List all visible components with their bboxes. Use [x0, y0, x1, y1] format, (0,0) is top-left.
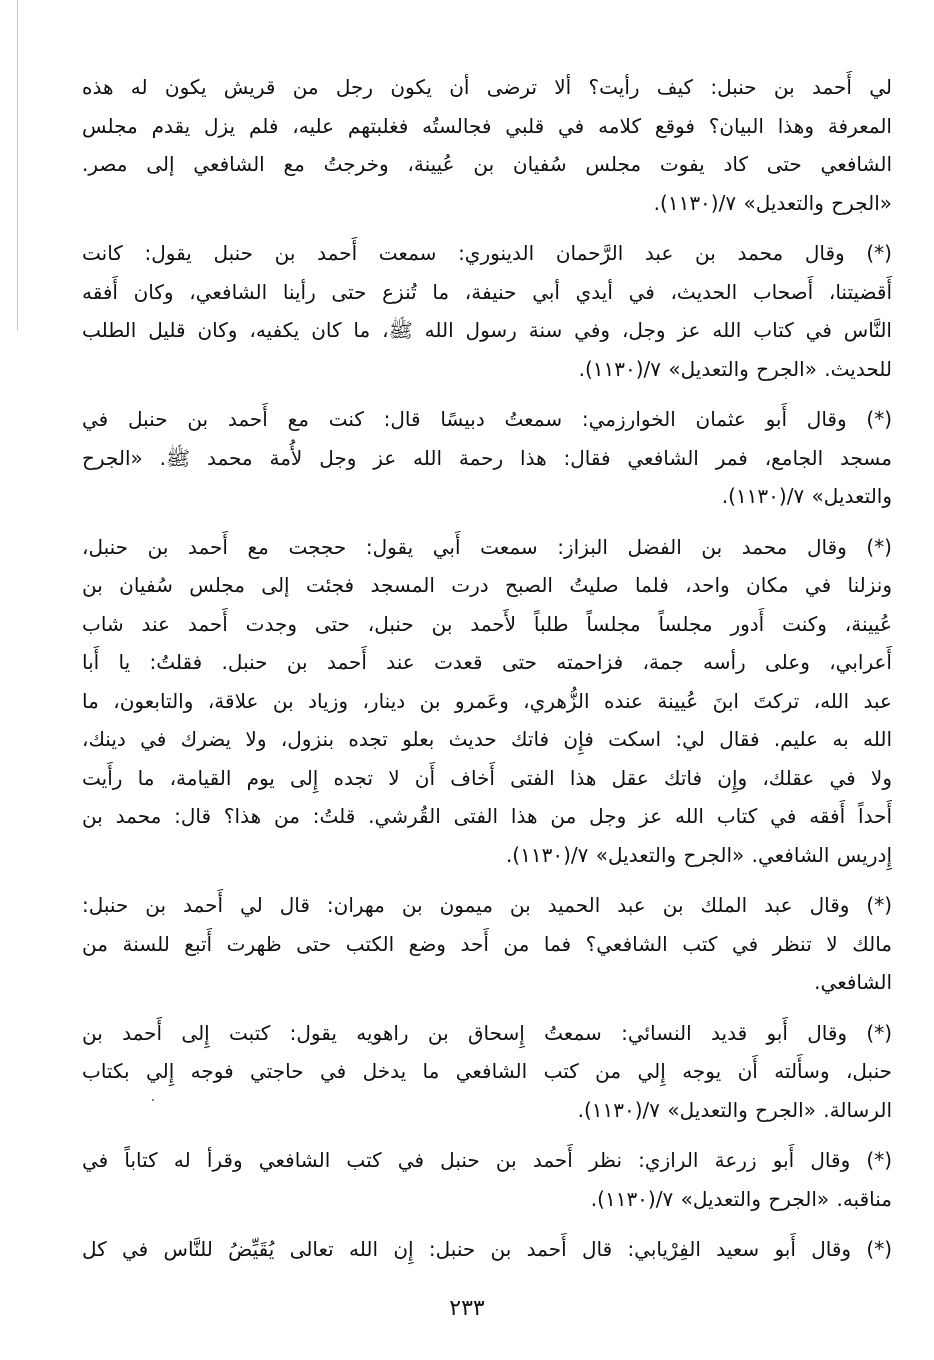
paragraph: [82, 234, 892, 388]
citation-line: للحديث. «الجرح والتعديل» ٧/(١١٣٠).: [578, 356, 892, 381]
text-line: (*) وقال أَبو زرعة الرازي: نظر أَحمد بن حنبل في كتب الشافعي وقرأ له كتاباً في: [82, 1148, 892, 1172]
text-line: أَعرابي، وعلى رأسه جمة، فزاحمته حتى قعدت عند أَحمد بن حنبل. فقلتُ: يا أَبا: [82, 650, 892, 674]
paragraph: [82, 1141, 892, 1218]
text-line: (*) وقال أَبو عثمان الخوارزمي: سمعتُ دبيسًا قال: كنت مع أَحمد بن حنبل في: [82, 407, 892, 431]
paragraph: [82, 1230, 892, 1269]
text-line: أَقضيتنا، أَصحاب الحديث، في أيدي أبي حنيفة، ما تُنزع حتى رأينا الشافعي، وكان أَفقه: [82, 279, 892, 304]
paragraph: [82, 528, 892, 875]
paragraph: [82, 1014, 892, 1130]
text-line: (*) وقال أَبو سعيد الفِرْيابي: قال أَحمد بن حنبل: إِن الله تعالى يُقَيِّضُ للنَّاس في كل: [82, 1237, 892, 1261]
text-line: مسجد الجامع، فمر الشافعي فقال: هذا رحمة الله عز وجل لأُمة محمد ﷺ. «الجرح: [82, 445, 892, 470]
text-line: عبد الله، تركتَ ابنَ عُيينة عنده الزُّهري، وعَمرو بن دينار، وزياد بن علاقة، والتابعون، ما: [82, 688, 892, 713]
page-body: [82, 68, 892, 1281]
text-line: حنبل، وسأَلته أَن يوجه إِلي من كتب الشافعي ما يدخل في حاجتي فوجه إِلي بكتاب: [82, 1059, 892, 1083]
text-line: ولا في عقلك، وإِن فاتك عقل هذا الفتى أَخاف أَن لا تجده إِلى يوم القيامة، ما رأَيت: [82, 765, 892, 790]
text-line: عُيينة، وكنت أَدور مجلساً مجلساً طلباً لأَحمد بن حنبل، حتى وجدت أَحمد عند شاب: [82, 611, 892, 636]
page-number: ٢٣٣: [449, 1296, 485, 1321]
text-line: المعرفة وهذا البيان؟ فوقع كلامه في قلبي فجالستُه فغلبتهم عليه، فلم يزل يقدم مجلس: [82, 113, 892, 138]
text-line: ونزلنا في مكان واحد، فلما صليتُ الصبح درت المسجد فجئت إلى مجلس سُفيان بن: [82, 573, 892, 597]
text-line: النَّاس في كتاب الله عز وجل، وفي سنة رسول الله ﷺ، ما كان يكفيه، وكان قليل الطلب: [82, 318, 892, 342]
paragraph: [82, 886, 892, 1002]
text-line: مالك لا تنظر في كتب الشافعي؟ فما من أَحد وضع الكتب حتى ظهرت أَتبع للسنة من: [82, 931, 892, 956]
citation-line: «الجرح والتعديل» ٧/(١١٣٠).: [653, 190, 892, 215]
text-line: (*) وقال محمد بن الفضل البزاز: سمعت أَبي يقول: حججت مع أَحمد بن حنبل،: [82, 534, 892, 559]
text-line: (*) وقال عبد الملك بن عبد الحميد بن ميمون بن مهران: قال لي أَحمد بن حنبل:: [82, 893, 892, 917]
text-line: الشافعي حتى كاد يفوت مجلس سُفيان بن عُيينة، وخرجتُ مع الشافعي إلى مصر.: [82, 152, 892, 176]
scan-edge-line: [17, 0, 18, 330]
text-line: (*) وقال أَبو قديد النسائي: سمعتُ إِسحاق بن راهويه يقول: كتبت إِلى أَحمد بن: [82, 1020, 892, 1045]
citation-line: الرسالة. «الجرح والتعديل» ٧/(١١٣٠).: [577, 1097, 892, 1122]
text-line: الشافعي.: [814, 970, 892, 994]
citation-line: مناقبه. «الجرح والتعديل» ٧/(١١٣٠).: [590, 1186, 892, 1211]
paragraph: [82, 400, 892, 516]
citation-line: والتعديل» ٧/(١١٣٠).: [721, 484, 892, 508]
text-line: الله به عليم. فقال لي: اسكت فإِن فاتك حديث بعلو تجده بنزول، ولا يضرك في دينك،: [82, 727, 892, 751]
citation-line: إِدريس الشافعي. «الجرح والتعديل» ٧/(١١٣٠).: [505, 842, 892, 867]
text-line: أَحداً أَفقه في كتاب الله عز وجل من هذا الفتى القُرشي. قلتُ: من هذا؟ قال: محمد بن: [82, 804, 892, 828]
paragraph: [82, 68, 892, 222]
text-line: لي أَحمد بن حنبل: كيف رأيت؟ ألا ترضى أن يكون رجل من قريش يكون له هذه: [82, 75, 892, 99]
text-line: (*) وقال محمد بن عبد الرَّحمان الدينوري: سمعت أَحمد بن حنبل يقول: كانت: [82, 241, 892, 265]
